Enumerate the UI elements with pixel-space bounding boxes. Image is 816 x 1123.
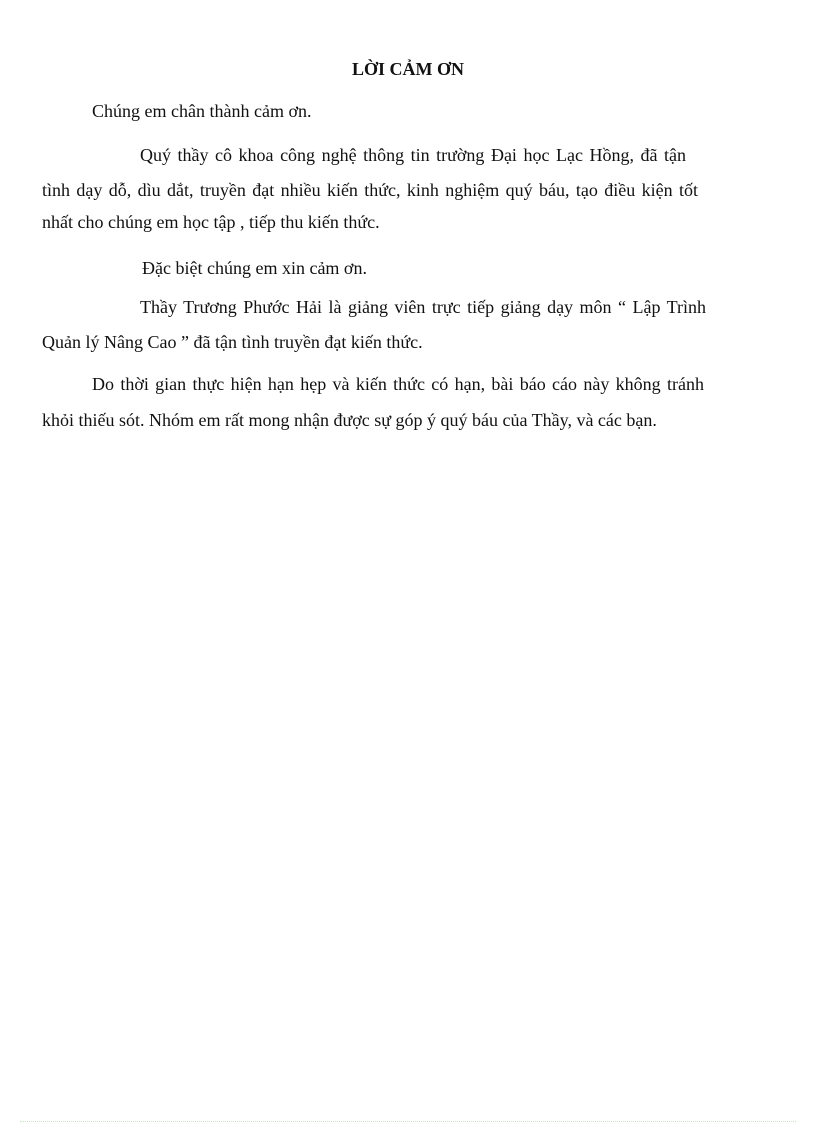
text-line: Do thời gian thực hiện hạn hẹp và kiến thức có hạn, bài báo cáo này không tránh xyxy=(92,374,704,394)
page-bottom-divider xyxy=(20,1121,796,1122)
text-line: Chúng em chân thành cảm ơn. xyxy=(92,101,312,121)
text-line: Thầy Trương Phước Hải là giảng viên trực tiếp giảng dạy môn “ Lập Trình xyxy=(140,297,706,317)
text-line: Quý thầy cô khoa công nghệ thông tin trường Đại học Lạc Hồng, đã tận xyxy=(140,145,686,165)
text-line: nhất cho chúng em học tập , tiếp thu kiến thức. xyxy=(42,212,380,232)
text-line: khỏi thiếu sót. Nhóm em rất mong nhận được sự góp ý quý báu của Thầy, và các bạn. xyxy=(42,410,657,430)
document-title: LỜI CẢM ƠN xyxy=(352,59,464,79)
text-line: Quản lý Nâng Cao ” đã tận tình truyền đạt kiến thức. xyxy=(42,332,423,352)
text-line: tình dạy dỗ, dìu dắt, truyền đạt nhiều kiến thức, kinh nghiệm quý báu, tạo điều kiện tốt xyxy=(42,180,698,200)
text-line: Đặc biệt chúng em xin cảm ơn. xyxy=(142,258,367,278)
